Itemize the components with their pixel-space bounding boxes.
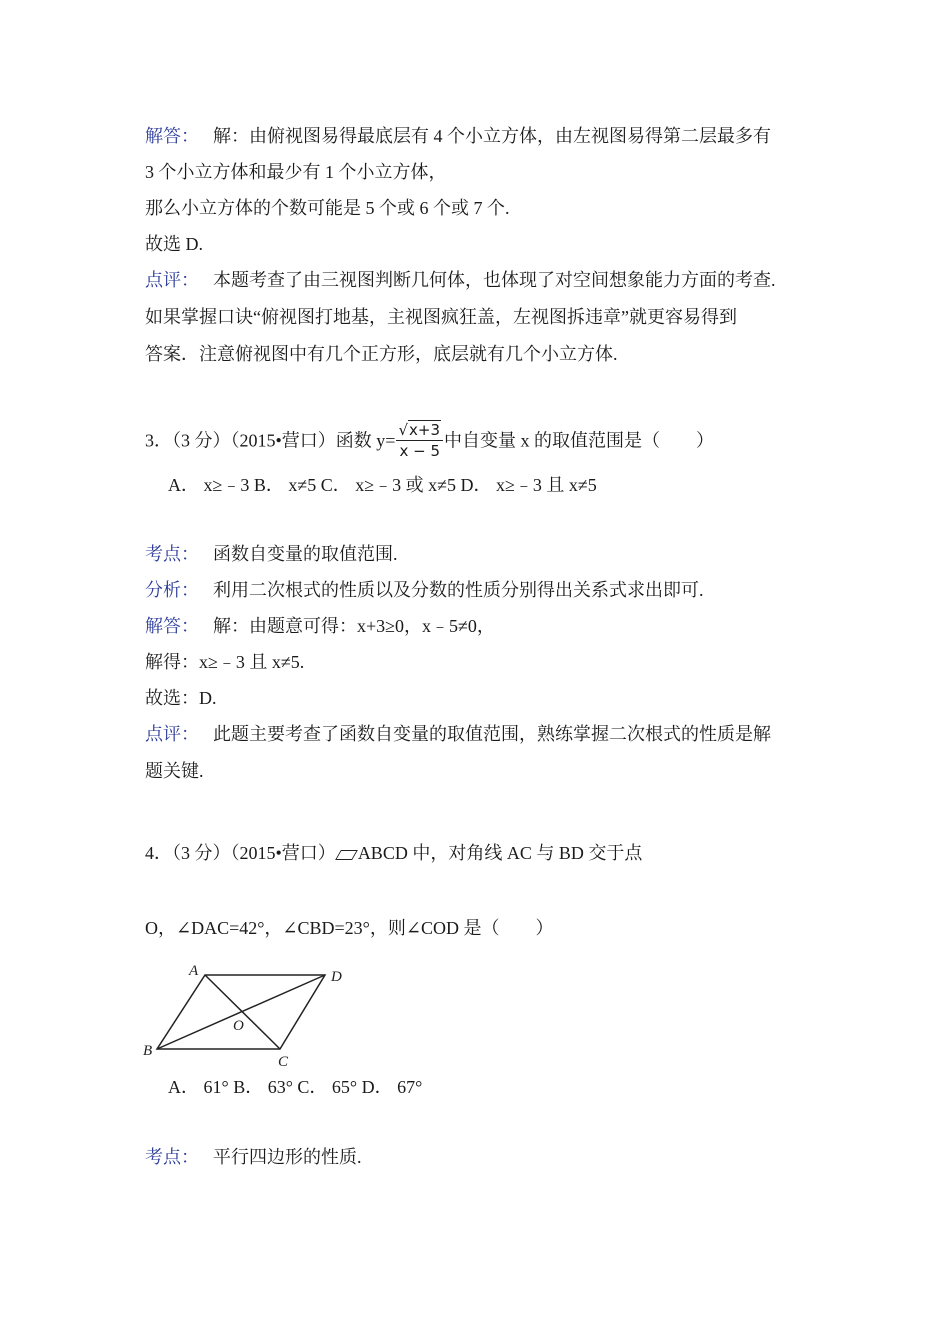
- q2-jieda-line-1: [145, 124, 771, 148]
- q3-fenxi: [145, 578, 704, 602]
- q3-jieda-line-3: 故选：D.: [145, 688, 217, 708]
- q4-parallelogram-figure: [140, 958, 355, 1068]
- q2-dianping-line-3: 答案．注意俯视图中有几个正方形，底层就有几个小立方体.: [145, 344, 618, 364]
- q2-dianping-text-1: 本题考查了由三视图判断几何体，也体现了对空间想象能力方面的考查.: [213, 270, 776, 290]
- vertex-label-d: D: [331, 969, 342, 985]
- q2-dianping-label: 点评：: [145, 270, 199, 290]
- q2-jieda-line-3: 那么小立方体的个数可能是 5 个或 6 个或 7 个.: [145, 198, 510, 218]
- q4-kaodian-text: 平行四边形的性质.: [213, 1147, 362, 1167]
- q4-kaodian-label: 考点：: [145, 1147, 199, 1167]
- q2-jieda-line-4: 故选 D.: [145, 234, 203, 254]
- q3-jieda-text-1: 解：由题意可得：x+3≥0，x﹣5≠0，: [213, 616, 495, 636]
- vertex-label-a: A: [189, 963, 199, 979]
- diagonal-bd: [157, 975, 325, 1049]
- q2-dianping-line-1: [145, 268, 776, 292]
- q3-kaodian-text: 函数自变量的取值范围.: [213, 544, 398, 564]
- q4-stem-line-2: O，∠DAC=42°，∠CBD=23°，则∠COD 是（ ）: [145, 918, 554, 938]
- q2-jieda-line-2: 3 个小立方体和最少有 1 个小立方体，: [145, 162, 447, 182]
- q4-stem-line-1: [145, 841, 642, 865]
- q3-stem: [145, 422, 714, 463]
- q2-jieda-text-1: 解：由俯视图易得最底层有 4 个小立方体，由左视图易得第二层最多有: [213, 126, 771, 146]
- parallelogram-icon: [335, 850, 358, 860]
- q2-jieda-label: 解答：: [145, 126, 199, 146]
- q3-dianping-line-1: [145, 722, 771, 746]
- q4-stem-prefix: 4．（3 分）（2015•营口）: [145, 843, 336, 863]
- q3-jieda-line-2: 解得：x≥﹣3 且 x≠5.: [145, 652, 305, 672]
- q4-stem-suffix: ABCD 中，对角线 AC 与 BD 交于点: [357, 843, 643, 863]
- q3-kaodian: [145, 542, 398, 566]
- q3-jieda-line-1: [145, 614, 495, 638]
- q3-kaodian-label: 考点：: [145, 544, 199, 564]
- q4-kaodian: [145, 1145, 362, 1169]
- q3-frac-den: x − 5: [399, 442, 440, 460]
- q4-options: A． 61° B． 63° C． 65° D． 67°: [168, 1077, 423, 1097]
- q3-fraction: [396, 420, 443, 461]
- q3-stem-prefix: 3．（3 分）（2015•营口）函数 y=: [145, 430, 396, 451]
- q3-dianping-line-2: 题关键.: [145, 761, 204, 781]
- q3-options: A． x≥﹣3 B． x≠5 C． x≥﹣3 或 x≠5 D． x≥﹣3 且 x≠5: [168, 475, 597, 495]
- center-label-o: O: [233, 1018, 244, 1034]
- q3-stem-suffix: 中自变量 x 的取值范围是（ ）: [444, 430, 715, 451]
- vertex-label-b: B: [143, 1043, 153, 1059]
- q3-frac-num: x+3: [409, 421, 441, 439]
- sqrt-icon: √x+3: [398, 421, 441, 439]
- q3-jieda-label: 解答：: [145, 616, 199, 636]
- q3-fenxi-text: 利用二次根式的性质以及分数的性质分别得出关系式求出即可.: [213, 580, 704, 600]
- q3-fenxi-label: 分析：: [145, 580, 199, 600]
- q2-dianping-line-2: 如果掌握口诀“俯视图打地基，主视图疯狂盖，左视图拆违章”就更容易得到: [145, 307, 737, 327]
- q3-dianping-label: 点评：: [145, 724, 199, 744]
- q3-dianping-text-1: 此题主要考查了函数自变量的取值范围，熟练掌握二次根式的性质是解: [213, 724, 771, 744]
- vertex-label-c: C: [278, 1054, 289, 1068]
